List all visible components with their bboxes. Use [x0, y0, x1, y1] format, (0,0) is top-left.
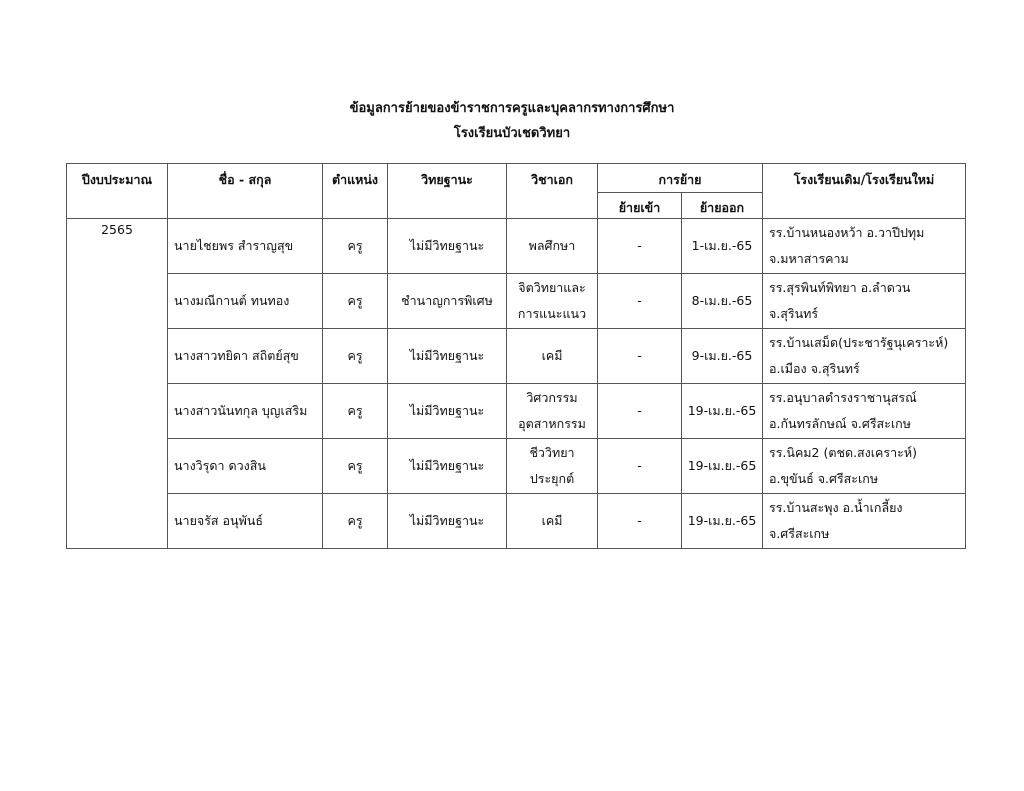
school-line-1: รร.บ้านหนองหว้า อ.วาปีปทุม [769, 225, 925, 240]
header-position: ตำแหน่ง [323, 164, 388, 219]
teacher-position: ครู [323, 439, 388, 494]
table-row [67, 329, 966, 384]
school-line-2: อ.เมือง จ.สุรินทร์ [769, 361, 860, 376]
school-line-2: จ.ศรีสะเกษ [769, 526, 830, 541]
teacher-name: นายไชยพร สำราญสุข [168, 219, 323, 274]
teacher-rank: ไม่มีวิทยฐานะ [388, 494, 507, 549]
school-line-1: รร.บ้านเสม็ด(ประชารัฐนุเคราะห์) [769, 335, 949, 350]
teacher-rank: ไม่มีวิทยฐานะ [388, 219, 507, 274]
transfer-out-date: 8-เม.ย.-65 [682, 274, 763, 329]
teacher-name: นางสาวทยิดา สถิตย์สุข [168, 329, 323, 384]
school-line-1: รร.นิคม2 (ตชด.สงเคราะห์) [769, 445, 917, 460]
teacher-rank: ไม่มีวิทยฐานะ [388, 439, 507, 494]
transfer-in-date: - [598, 439, 682, 494]
teacher-position: ครู [323, 494, 388, 549]
school-line-2: อ.กันทรลักษณ์ จ.ศรีสะเกษ [769, 416, 911, 431]
document-title: ข้อมูลการย้ายของข้าราชการครูและบุคลากรทางการศึกษา [349, 101, 675, 116]
table-row [67, 219, 966, 274]
teacher-rank: ชำนาญการพิเศษ [388, 274, 507, 329]
table-row [67, 384, 966, 439]
teacher-name: นางวิรุดา ดวงสิน [168, 439, 323, 494]
school-line-1: รร.อนุบาลดำรงราชานุสรณ์ [769, 390, 917, 405]
fiscal-year: 2565 [67, 219, 168, 549]
major-line-1: เคมี [541, 513, 563, 528]
teacher-position: ครู [323, 274, 388, 329]
table-row [67, 439, 966, 494]
transfer-in-date: - [598, 384, 682, 439]
transfer-out-date: 1-เม.ย.-65 [682, 219, 763, 274]
transfer-in-date: - [598, 219, 682, 274]
table-row [67, 494, 966, 549]
table-row [67, 274, 966, 329]
major-line-1: วิศวกรรม [526, 390, 578, 405]
teacher-major [507, 219, 598, 274]
transfer-out-date: 19-เม.ย.-65 [682, 384, 763, 439]
transfer-table [66, 163, 966, 549]
transfer-out-date: 19-เม.ย.-65 [682, 439, 763, 494]
teacher-major [507, 494, 598, 549]
teacher-rank: ไม่มีวิทยฐานะ [388, 329, 507, 384]
teacher-rank: ไม่มีวิทยฐานะ [388, 384, 507, 439]
header-transfer: การย้าย [598, 164, 763, 193]
teacher-name: นายจรัส อนุพันธ์ [168, 494, 323, 549]
teacher-position: ครู [323, 384, 388, 439]
teacher-name: นางมณีกานต์ ทนทอง [168, 274, 323, 329]
teacher-name: นางสาวนันทกุล บุญเสริม [168, 384, 323, 439]
header-school: โรงเรียนเดิม/โรงเรียนใหม่ [763, 164, 966, 219]
major-line-1: จิตวิทยาและ [518, 280, 586, 295]
teacher-major [507, 439, 598, 494]
school-info [763, 439, 966, 494]
major-line-2: การแนะแนว [517, 306, 587, 321]
school-line-2: จ.มหาสารคาม [769, 251, 849, 266]
school-line-2: อ.ขุขันธ์ จ.ศรีสะเกษ [769, 471, 879, 486]
teacher-major [507, 274, 598, 329]
school-info [763, 274, 966, 329]
major-line-1: พลศึกษา [528, 238, 576, 253]
major-line-1: ชีววิทยา [529, 445, 575, 460]
school-info [763, 384, 966, 439]
teacher-position: ครู [323, 219, 388, 274]
school-line-1: รร.บ้านสะพุง อ.น้ำเกลี้ยง [769, 500, 903, 515]
school-info [763, 494, 966, 549]
transfer-out-date: 9-เม.ย.-65 [682, 329, 763, 384]
transfer-in-date: - [598, 494, 682, 549]
transfer-in-date: - [598, 329, 682, 384]
major-line-1: เคมี [541, 348, 563, 363]
school-info [763, 219, 966, 274]
teacher-position: ครู [323, 329, 388, 384]
header-year: ปีงบประมาณ [67, 164, 168, 219]
major-line-2: ประยุกต์ [529, 471, 575, 486]
school-line-2: จ.สุรินทร์ [769, 306, 819, 321]
school-line-1: รร.สุรพินท์พิทยา อ.ลำดวน [769, 280, 911, 295]
school-name: โรงเรียนบัวเชดวิทยา [453, 126, 571, 141]
header-transfer-in: ย้ายเข้า [598, 193, 682, 219]
transfer-out-date: 19-เม.ย.-65 [682, 494, 763, 549]
transfer-in-date: - [598, 274, 682, 329]
header-rank: วิทยฐานะ [388, 164, 507, 219]
teacher-major [507, 384, 598, 439]
teacher-major [507, 329, 598, 384]
header-major: วิชาเอก [507, 164, 598, 219]
header-name: ชื่อ - สกุล [168, 164, 323, 219]
major-line-2: อุตสาหกรรม [518, 416, 586, 431]
header-transfer-out: ย้ายออก [682, 193, 763, 219]
school-info [763, 329, 966, 384]
